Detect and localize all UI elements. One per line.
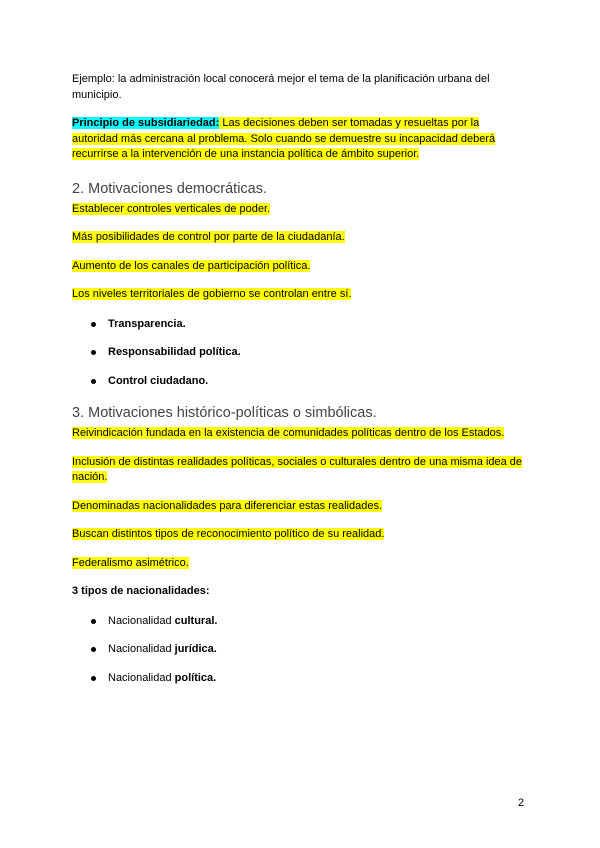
example-paragraph: Ejemplo: la administración local conocerá mejor el tema de la planificación urbana del municipio. <box>72 73 490 101</box>
page-content <box>72 72 528 686</box>
section-2-point: Establecer controles verticales de poder. <box>72 202 271 215</box>
section-3-point: Buscan distintos tipos de reconocimiento político de su realidad. <box>72 528 385 540</box>
bullet-icon <box>91 619 96 624</box>
list-item: Nacionalidad jurídica. <box>72 642 528 658</box>
section-3-point: Federalismo asimétrico. <box>72 556 189 569</box>
section-3-point: Reivindicación fundada en la existencia de comunidades políticas dentro de los Estados. <box>72 427 505 439</box>
bullet-icon <box>91 676 96 681</box>
page-number: 2 <box>518 797 525 809</box>
list-item: Nacionalidad política. <box>72 671 528 687</box>
section-2-point: Más posibilidades de control por parte de la ciudadanía. <box>72 231 345 243</box>
list-item: Transparencia. <box>72 317 528 333</box>
list-item: Control ciudadano. <box>72 374 528 390</box>
control-bullet-list <box>72 317 528 390</box>
nationality-types-list <box>72 614 528 687</box>
bullet-icon <box>91 322 96 327</box>
list-item: Responsabilidad política. <box>72 345 528 361</box>
section-3-point: Denominadas nacionalidades para diferenciar estas realidades. <box>72 499 383 512</box>
bullet-icon <box>91 647 96 652</box>
nationality-types-heading: 3 tipos de nacionalidades: <box>72 585 210 597</box>
section-2-heading: 2. Motivaciones democráticas. <box>72 180 268 197</box>
list-item: Nacionalidad cultural. <box>72 614 528 630</box>
section-2-point: Aumento de los canales de participación política. <box>72 259 311 272</box>
bullet-icon <box>91 379 96 384</box>
bullet-icon <box>91 350 96 355</box>
subsidiarity-paragraph <box>72 116 528 163</box>
section-3-point: Inclusión de distintas realidades políticas, sociales o culturales dentro de una misma idea de nación. <box>72 455 523 483</box>
section-3-heading: 3. Motivaciones histórico-políticas o simbólicas. <box>72 405 377 421</box>
section-2-point: Los niveles territoriales de gobierno se controlan entre sí. <box>72 288 352 300</box>
subsidiarity-text: Las decisiones deben ser tomadas y resueltas por la autoridad más cercana al problema. Solo cuando se demuestre su incapacidad deberá recurrirse a la intervención de una instancia política de ámbito superior. <box>72 117 496 160</box>
subsidiarity-label: Principio de subsidiariedad: <box>72 117 220 129</box>
